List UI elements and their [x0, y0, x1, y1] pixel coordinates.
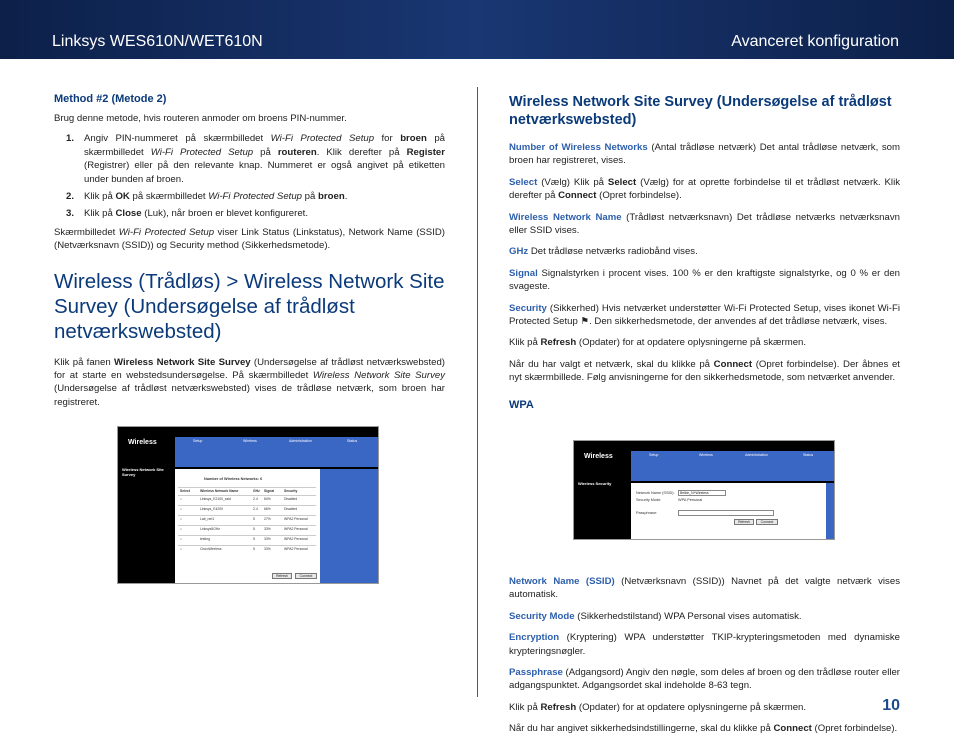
shot1-table-cell: Linksys_E4200	[200, 507, 223, 511]
shot1-table-cell: testing	[200, 537, 210, 541]
shot1-table-cell: WPA2 Personal	[284, 517, 308, 521]
shot1-table-cell: 33%	[264, 547, 271, 551]
shot1-column-header: Select	[180, 489, 190, 493]
shot2-side-label: Wireless Security	[578, 481, 612, 486]
shot2-security-mode-label: Security Mode:	[636, 498, 662, 502]
shot1-table-cell: 2.4	[253, 507, 258, 511]
shot1-select-radio[interactable]: ○	[180, 517, 183, 521]
shot1-side-label: Wireless Network Site Survey	[122, 467, 164, 477]
column-divider	[477, 87, 478, 697]
wireless-security-screenshot	[573, 440, 835, 540]
shot1-select-radio[interactable]: ○	[180, 537, 183, 541]
shot2-tab-setup[interactable]: Setup	[649, 453, 659, 457]
shot1-tab-status[interactable]: Status	[347, 439, 358, 443]
shot1-column-header: Security	[284, 489, 298, 493]
shot1-table-cell: 33%	[264, 537, 271, 541]
wpa-descriptions	[509, 575, 900, 738]
shot2-ssid-label: Network Name (SSID):	[636, 491, 675, 495]
step-text: Klik på OK på skærmbilledet Wi-Fi Protected Setup på broen.	[84, 191, 348, 203]
description-paragraph: Security (Sikkerhed) Hvis netværket understøtter Wi-Fi Protected Setup, vises ikonet Wi-Fi Protected Setup ⚑. Den sikkerhedsmetode, der anvendes af det trådløse netværk, vises.	[509, 302, 900, 328]
right-column	[509, 93, 900, 418]
description-paragraph: Security Mode (Sikkerhedstilstand) WPA Personal vises automatisk.	[509, 610, 802, 622]
shot1-table-cell: CiscoWireless	[200, 547, 222, 551]
shot2-passphrase-label: Passphrase:	[636, 511, 658, 515]
method-heading: Method #2 (Metode 2)	[54, 93, 167, 105]
wpa-heading: WPA	[509, 398, 534, 411]
step-list	[54, 132, 445, 220]
step-number: 1.	[66, 133, 75, 145]
step-text: Angiv PIN-nummeret på skærmbilledet Wi-Fi Protected Setup for broen på skærmbilledet Wi-Fi Protected Setup på routeren. Klik derefter på Register (Registrer) eller på den relevante knap. Nummeret er også angivet på etiketten under bunden af broen.	[84, 133, 445, 185]
description-paragraph: Network Name (SSID) (Netværksnavn (SSID)) Navnet på det valgte netværk vises automatisk.	[509, 576, 900, 601]
survey-heading: Wireless Network Site Survey (Undersøgelse af trådløst netværkswebsted)	[509, 94, 892, 128]
shot1-table-cell: Lab_net1	[200, 517, 215, 521]
shot1-select-radio[interactable]: ○	[180, 527, 183, 531]
shot1-refresh-button[interactable]: Refresh	[272, 573, 292, 579]
shot2-ssid-field[interactable]: Belkin_N+Wireless	[678, 490, 726, 496]
shot1-table-cell: Disabled	[284, 507, 298, 511]
shot2-security-mode-value: WPA Personal	[678, 498, 703, 502]
description-paragraph: Klik på Refresh (Opdater) for at opdatere oplysningerne på skærmen.	[509, 337, 807, 349]
description-paragraph: Når du har valgt et netværk, skal du klikke på Connect (Opret forbindelse). Der åbnes et nyt skærmbillede. Følg anvisningerne for den sikkerhedsmetode, som netværket anvender.	[509, 358, 900, 384]
description-paragraph: Passphrase (Adgangsord) Angiv den nøgle, som deles af broen og den trådløse router eller adgangspunktet. Adgangsordet skal indeholde 8-63 tegn.	[509, 667, 900, 692]
shot1-table-row[interactable]	[178, 505, 316, 512]
shot1-table-cell: 5	[253, 547, 255, 551]
step-item	[54, 207, 445, 220]
step-item	[54, 132, 445, 186]
description-paragraph: Wireless Network Name (Trådløst netværksnavn) Det trådløse netværks netværksnavn eller SSID vises.	[509, 211, 900, 237]
step-number: 3.	[66, 208, 75, 220]
wps-icon: ⚑	[580, 316, 590, 328]
shot2-connect-button[interactable]: Connect	[756, 519, 778, 525]
shot1-tabs	[175, 437, 378, 467]
step-item	[54, 190, 445, 203]
shot1-tab-administration[interactable]: Administration	[289, 439, 312, 443]
description-paragraph: Number of Wireless Networks (Antal trådløse netværk) Det antal trådløse netværk, som broen har registreret, vises.	[509, 142, 900, 167]
shot1-column-header: GHz	[253, 489, 260, 493]
section-intro: Klik på fanen Wireless Network Site Survey (Undersøgelse af trådløst netværkswebsted) for at starte en webstedsundersøgelse. På skærmbilledet Wireless Network Site Survey (Undersøgelse af trådløst netværkswebsted) vises de trådløse netværk, som broen har registreret.	[54, 356, 446, 408]
shot1-tab-setup[interactable]: Setup	[193, 439, 203, 443]
shot1-table-cell: 2.4	[253, 497, 258, 501]
header-section-title: Avanceret konfiguration	[731, 33, 899, 50]
description-paragraph: Encryption (Kryptering) WPA understøtter TKIP-krypteringsmetoden med dynamiske krypteringsnøgler.	[509, 632, 900, 657]
description-paragraph: Signal Signalstyrken i procent vises. 100 % er den kraftigste signalstyrke, og 0 % er den svageste.	[509, 267, 900, 293]
shot1-select-radio[interactable]: ○	[180, 547, 183, 551]
left-column	[54, 93, 445, 416]
header-product-name: Linksys WES610N/WET610N	[52, 33, 263, 50]
shot1-table-cell: 5	[253, 517, 255, 521]
shot2-tab-administration[interactable]: Administration	[745, 453, 768, 457]
shot1-table-row[interactable]	[178, 525, 316, 532]
shot2-sidebar	[574, 483, 631, 539]
shot1-column-header: Wireless Network Name	[200, 489, 239, 493]
shot2-brand: Wireless	[584, 453, 613, 460]
shot1-table-row[interactable]	[178, 515, 316, 522]
shot1-column-header: Signal	[264, 489, 275, 493]
shot1-table-cell: 66%	[264, 507, 271, 511]
shot1-table-row[interactable]	[178, 495, 316, 502]
survey-descriptions	[509, 141, 900, 385]
shot1-table-cell: Linksys_E2100_ssid	[200, 497, 231, 501]
page-header	[0, 0, 954, 59]
shot1-connect-button[interactable]: Connect	[295, 573, 317, 579]
shot1-table-header	[178, 487, 316, 494]
shot1-brand: Wireless	[128, 439, 157, 446]
shot1-table-cell: WPA2 Personal	[284, 547, 308, 551]
shot2-tab-wireless[interactable]: Wireless	[699, 453, 713, 457]
shot1-table-cell: WPA2 Personal	[284, 527, 308, 531]
shot2-refresh-button[interactable]: Refresh	[734, 519, 754, 525]
shot1-network-count: Number of Wireless Networks: 6	[204, 477, 263, 481]
shot1-table-row[interactable]	[178, 535, 316, 542]
shot1-select-radio[interactable]: ○	[180, 507, 183, 511]
shot1-sidebar	[118, 469, 175, 583]
page-number: 10	[882, 697, 900, 714]
site-survey-screenshot	[117, 426, 379, 584]
description-paragraph: Select (Vælg) Klik på Select (Vælg) for at oprette forbindelse til et trådløst netværk. Klik derefter på Connect (Opret forbindelse).	[509, 176, 900, 202]
shot1-table-cell: Disabled	[284, 497, 298, 501]
section-heading: Wireless (Trådløs) > Wireless Network Site Survey (Undersøgelse af trådløst netværkswebsted)	[54, 269, 445, 343]
method-intro: Brug denne metode, hvis routeren anmoder om broens PIN-nummer.	[54, 113, 347, 124]
shot1-table-cell: 5	[253, 527, 255, 531]
shot2-right-panel	[826, 483, 834, 539]
shot1-tab-wireless[interactable]: Wireless	[243, 439, 257, 443]
shot2-passphrase-field[interactable]	[678, 510, 774, 516]
shot1-table-cell: 27%	[264, 517, 271, 521]
shot1-select-radio[interactable]: ○	[180, 497, 183, 501]
shot1-table-row[interactable]	[178, 545, 316, 552]
description-paragraph: Klik på Refresh (Opdater) for at opdatere oplysningerne på skærmen.	[509, 701, 807, 713]
shot1-table-cell: 84%	[264, 497, 271, 501]
shot2-tabs	[631, 451, 834, 481]
shot2-tab-status[interactable]: Status	[803, 453, 814, 457]
after-steps-text: Skærmbilledet Wi-Fi Protected Setup viser Link Status (Linkstatus), Network Name (SSID) (Netværksnavn (SSID)) og Security method (Sikkerhedsmetode).	[54, 226, 445, 252]
shot1-table-cell: 5	[253, 537, 255, 541]
shot1-right-panel	[320, 469, 378, 583]
description-paragraph: GHz Det trådløse netværks radiobånd vises.	[509, 246, 698, 258]
shot1-table-cell: Linksys5GHz	[200, 527, 220, 531]
shot1-table-cell: 33%	[264, 527, 271, 531]
step-text: Klik på Close (Luk), når broen er blevet konfigureret.	[84, 208, 308, 220]
description-paragraph: Når du har angivet sikkerhedsindstillingerne, skal du klikke på Connect (Opret forbindelse).	[509, 723, 898, 735]
shot1-table-cell: WPA2 Personal	[284, 537, 308, 541]
step-number: 2.	[66, 191, 75, 203]
